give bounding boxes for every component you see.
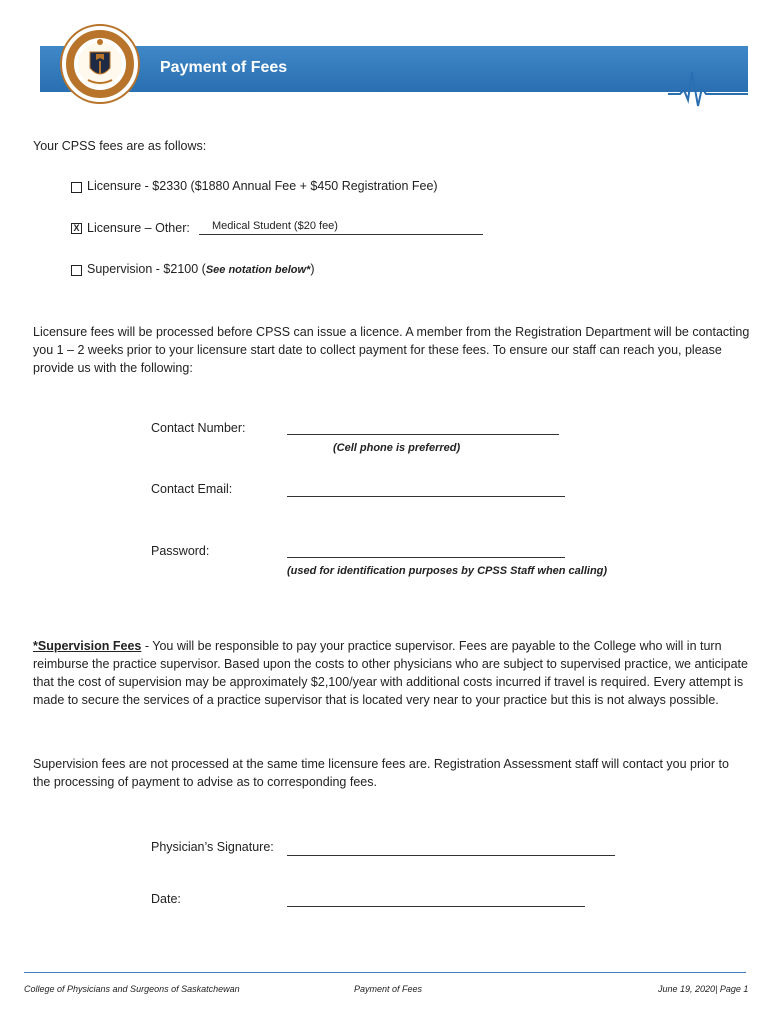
- contact-email-field[interactable]: [287, 496, 565, 497]
- licensure-other-field[interactable]: Medical Student ($20 fee): [212, 220, 338, 232]
- page-title: Payment of Fees: [160, 59, 288, 76]
- contact-email-label: Contact Email:: [151, 482, 233, 496]
- cell-phone-note: (Cell phone is preferred): [333, 442, 461, 454]
- supervision-fees-heading: *Supervision Fees: [33, 639, 142, 653]
- heartbeat-icon: [668, 70, 748, 110]
- licensure-other-line: [199, 234, 483, 235]
- licensure-paragraph: Licensure fees will be processed before CPSS can issue a licence. A member from the Registration Department will be contacting you 1 – 2 weeks prior to your licensure start date to collect payment for these fees. To ensure our staff can reach you, please provide us with the following:: [33, 325, 750, 375]
- header-banner: [40, 46, 748, 92]
- contact-number-label: Contact Number:: [151, 421, 246, 435]
- password-label: Password:: [151, 544, 210, 558]
- signature-label: Physician’s Signature:: [151, 840, 274, 854]
- footer-divider: [24, 972, 746, 973]
- supervision-option-label: Supervision - $2100 (See notation below*): [87, 262, 315, 276]
- footer-date-page: June 19, 2020| Page 1: [658, 984, 749, 994]
- date-field[interactable]: [287, 906, 585, 907]
- date-label: Date:: [151, 892, 181, 906]
- college-seal-logo: [60, 24, 140, 104]
- processing-paragraph: Supervision fees are not processed at the same time licensure fees are. Registration Assessment staff will contact you prior to the processing of payment to advise as to corresponding fees.: [33, 757, 729, 789]
- contact-number-field[interactable]: [287, 434, 559, 435]
- footer-document-title: Payment of Fees: [354, 984, 423, 994]
- licensure-other-label: Licensure – Other:: [87, 221, 190, 235]
- footer-organization: College of Physicians and Surgeons of Saskatchewan: [24, 984, 240, 994]
- fees-intro: Your CPSS fees are as follows:: [33, 139, 207, 153]
- licensure-checkbox[interactable]: [71, 182, 82, 193]
- licensure-other-checkbox[interactable]: X: [71, 223, 82, 234]
- licensure-option-label: Licensure - $2330 ($1880 Annual Fee + $450 Registration Fee): [87, 179, 438, 193]
- supervision-fees-paragraph: *Supervision Fees - You will be responsible to pay your practice supervisor. Fees are payable to the College who will in turn reimburse the practice supervisor. Based upon the costs to other physicians who are subject to supervised practice, we anticipate that the cost of supervision may be approximately $2,100/year with additional costs incurred if travel is required. Every attempt is made to secure the services of a practice supervisor that is located very near to your practice but this is not always possible.: [33, 639, 748, 707]
- password-field[interactable]: [287, 557, 565, 558]
- password-note: (used for identification purposes by CPSS Staff when calling): [287, 565, 608, 577]
- supervision-checkbox[interactable]: [71, 265, 82, 276]
- signature-field[interactable]: [287, 855, 615, 856]
